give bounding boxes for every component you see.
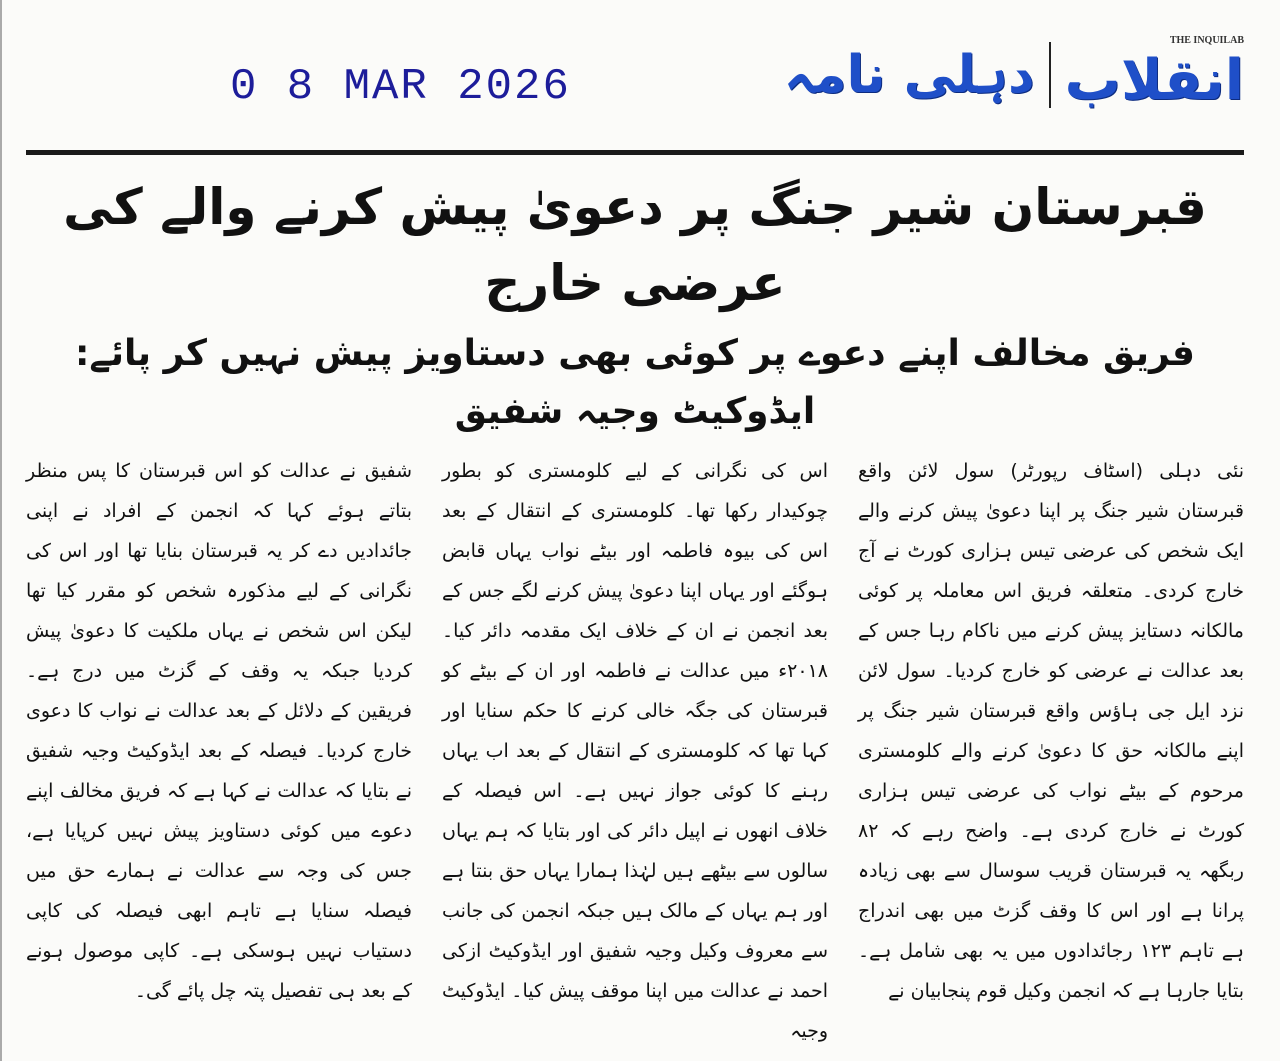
article-text-line: دستیاب نہیں ہوسکی ہے۔ کاپی موصول ہونے کے [26, 940, 412, 1002]
article-body [26, 451, 1244, 1051]
article-text-line: بعد ہی تفصیل پتہ چل پائے گی۔ [134, 980, 386, 1002]
article-text-line: دعویٰ پیش کرنے لگے جس کے بعد انجمن نے ان [442, 580, 828, 642]
article-text-line: ہم یہاں سالوں سے بیٹھے ہیں لہٰذا ہمارا یہاں حق بنتا [442, 820, 828, 882]
newspaper-logo-english: THE INQUILAB [1169, 35, 1244, 46]
newspaper-logo-block [784, 35, 1244, 115]
article-text-line: نے نواب کا دعوی خارج کردیا۔ فیصلہ کے بعد [26, 700, 412, 762]
article-text-line: کرنے کا حکم سنایا اور کہا تھا کہ کلومستری کے انتقال [442, 700, 828, 762]
article-text-line: سے معروف وکیل وجیہ شفیق اور ایڈوکیٹ ازکی احمد [442, 940, 828, 1002]
article-text-line: کردی۔ متعلقہ فریق اس معاملہ پر کوئی مالکانہ دستایز [858, 580, 1244, 642]
article-subheadline: فریق مخالف اپنے دعوے پر کوئی بھی دستاویز پیش نہیں کر پائے: ایڈوکیٹ وجیہ شفیق [75, 333, 1195, 432]
article-text-line: کے بعد اب یہاں رہنے کا کوئی جواز نہیں ہے۔ اس [442, 740, 828, 802]
article-text-line: عرضی کو خارج کردیا۔ سول لائن نزد ایل جی ہاؤس [858, 660, 1244, 722]
newspaper-logo: انقلاب [1064, 48, 1244, 113]
article-column-1 [858, 451, 1244, 1011]
article-text-line: ہے۔ بتایا جارہا ہے کہ انجمن وکیل قوم پنجابیان نے [858, 940, 1244, 1002]
article-text-line: اور بیٹے نواب یہاں قابض ہوگئے اور یہاں اپنا [442, 540, 828, 602]
article-text-line: میں درج ہے۔ فریقین کے دلائل کے بعد عدالت [26, 660, 412, 722]
article-text-line: فیصلہ کے خلاف انھوں نے اپیل دائر کی اور بتایا کہ [442, 780, 828, 842]
article-text-line: سے بھی زیادہ پرانا ہے اور اس کا وقف گزٹ میں بھی [858, 860, 1244, 922]
article-headline: قبرستان شیر جنگ پر دعویٰ پیش کرنے والے کی عرضی خارج [63, 178, 1207, 312]
article-text-line: کہ فریق مخالف اپنے دعوے میں کوئی دستاویز پیش [26, 780, 413, 842]
article-column-2 [442, 451, 828, 1051]
article-text-line: ایڈوکیٹ وجیہ شفیق نے بتایا کہ عدالت نے کہا ہے [26, 740, 412, 802]
newspaper-masthead [26, 0, 1244, 150]
article-text-line: نئی دہلی (اسٹاف رپورٹر) سول لائن واقع [858, 460, 1244, 482]
article-text-line: کرنے والے کلومستری مرحوم کے بیٹے نواب کی [858, 740, 1244, 802]
article-text-line: کے خلاف ایک مقدمہ دائر کیا۔ ۲۰۱۸ء میں عدالت [442, 620, 828, 682]
article-text-line: واقع قبرستان شیر جنگ پر اپنے مالکانہ حق کا دعویٰ [858, 700, 1244, 762]
article-text-line: اس کی نگرانی کے لیے کلومستری کو بطور چوکیدار رکھا [442, 460, 829, 522]
publication-date: 0 8 MAR 2026 [230, 62, 571, 112]
article-column-3 [26, 451, 412, 1011]
newspaper-logo-wrap [1065, 35, 1244, 115]
article-text-line: ملکیت کا دعویٰ پیش کردیا جبکہ یہ وقف کے گزٹ [26, 620, 412, 682]
article-text-line: نے عدالت میں اپنا موقف پیش کیا۔ ایڈوکیٹ وجیہ [442, 980, 828, 1042]
article-text-line: مذکورہ شخص کو مقرر کیا تھا لیکن اس شخص نے یہاں [26, 580, 412, 642]
article-text-line: نہیں کرپایا ہے، جس کی وجہ سے عدالت نے [26, 820, 413, 882]
article-text-line: نے فاطمہ اور ان کے بیٹے کو قبرستان کی جگہ خالی [442, 660, 828, 722]
article-text-line: شفیق نے عدالت کو اس قبرستان کا پس منظر بتاتے [26, 460, 412, 522]
masthead-divider [1049, 42, 1051, 108]
article-text-line: پیش کرنے میں ناکام رہا جس کے بعد عدالت نے [858, 620, 1244, 682]
masthead-rule [26, 150, 1244, 155]
article-text-line: اندراج ہے تاہم ۱۲۳ رجائدادوں میں یہ بھی شامل [858, 900, 1245, 962]
article-text-line: دے کر یہ قبرستان بنایا تھا اور اس کی نگرانی کے لیے [26, 540, 412, 602]
article-text-line: ہے اور ہم یہاں کے مالک ہیں جبکہ انجمن کی جانب [442, 860, 828, 922]
article-text-line: عرضی تیس ہزاری کورٹ نے خارج کردی ہے۔ [858, 780, 1245, 842]
article-text-line: تھا۔ کلومستری کے انتقال کے بعد اس کی بیوہ فاطمہ [442, 500, 828, 562]
article-text-line: واضح رہے کہ ۸۲ ربگھہ یہ قبرستان قریب سوسال [858, 820, 1244, 882]
article-text-line: قبرستان شیر جنگ پر اپنا دعویٰ پیش کرنے والے [858, 500, 1244, 522]
article-text-line: ایک شخص کی عرضی تیس ہزاری کورٹ نے آج خارج [858, 540, 1244, 602]
article-text-line: ہوئے کہا کہ انجمن کے افراد نے اپنی جائدادیں [26, 500, 412, 562]
article-text-line: ہمارے حق میں فیصلہ سنایا ہے تاہم ابھی فیصلہ کی کاپی [26, 860, 412, 922]
section-title: دہلی نامہ [783, 45, 1035, 105]
